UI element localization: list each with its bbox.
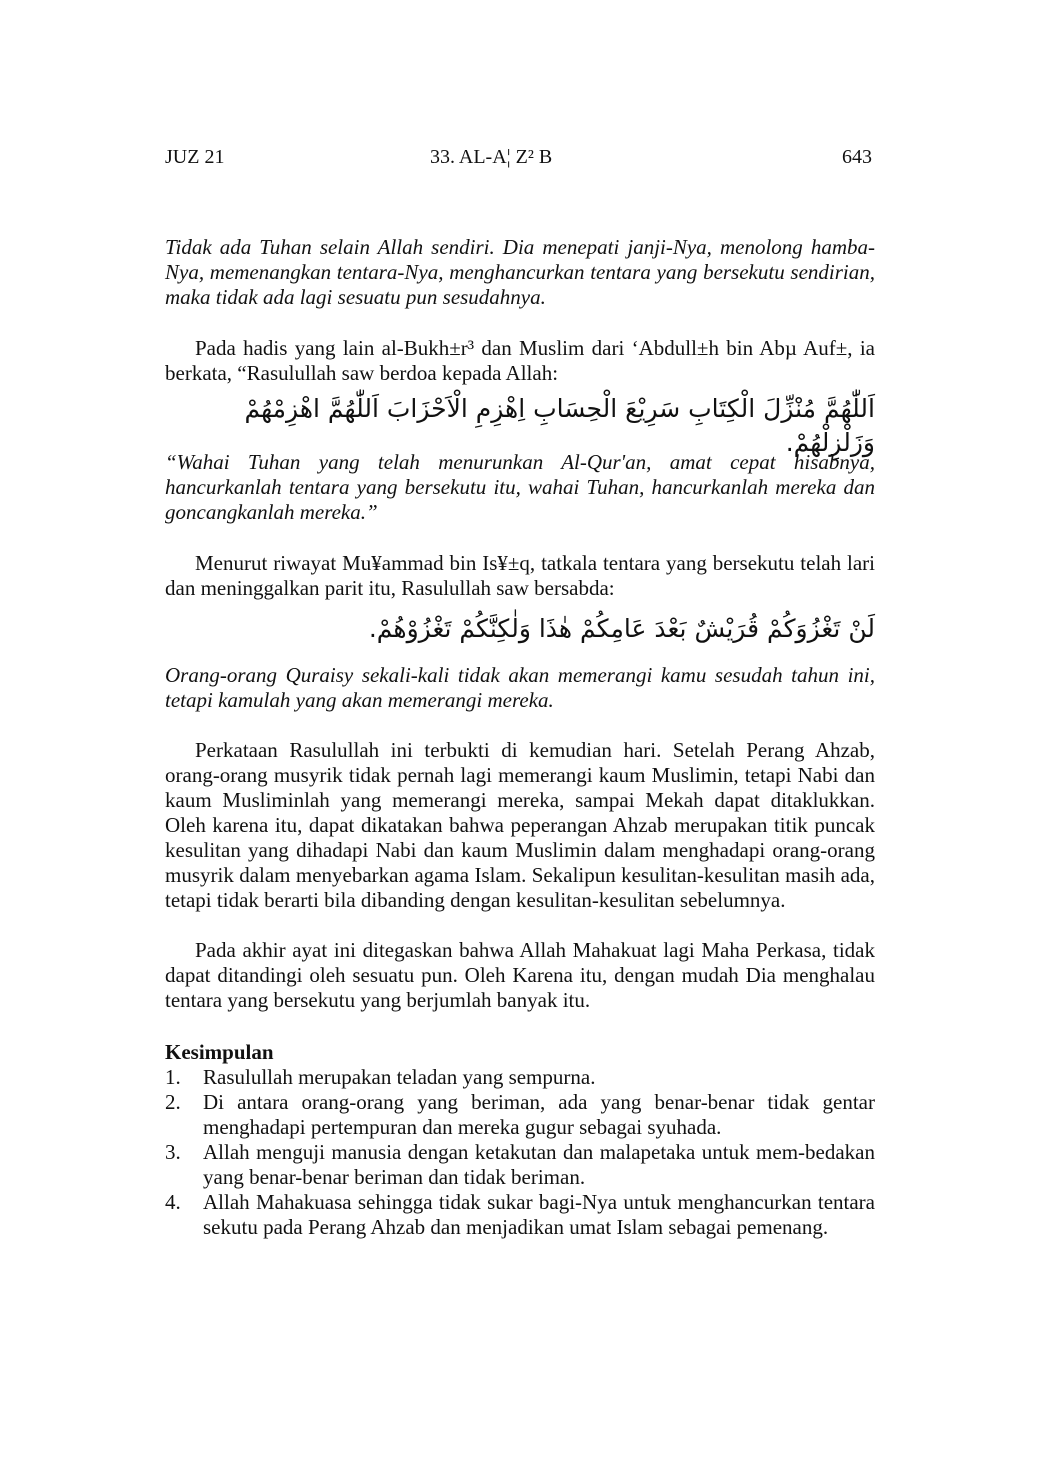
list-number: 1. (165, 1065, 181, 1089)
conclusion-section (165, 1040, 875, 1240)
translation-paragraph: Tidak ada Tuhan selain Allah sendiri. Dia menepati janji-Nya, menolong hamba-Nya, memenangkan tentara-Nya, menghancurkan tentara yang bersekutu sendirian, maka tidak ada lagi sesuatu pun sesudahnya. (165, 235, 875, 309)
running-header-juz: JUZ 21 (165, 146, 225, 168)
body-paragraph: Perkataan Rasulullah ini terbukti di kemudian hari. Setelah Perang Ahzab, orang-orang musyrik tidak pernah lagi memerangi kaum Muslimin, tetapi Nabi dan kaum Musliminlah yang memerangi mereka, sampai Mekah dapat ditaklukkan. Oleh karena itu, dapat dikatakan bahwa peperangan Ahzab merupakan titik puncak kesulitan yang dihadapi Nabi dan kaum Muslimin dalam menghadapi orang-orang musyrik dalam menyebarkan agama Islam. Sekalipun kesulitan-kesulitan masih ada, tetapi tidak berarti bila dibanding dengan kesulitan-kesulitan sebelumnya. (165, 738, 875, 912)
list-item (165, 1190, 875, 1240)
list-text: Rasulullah merupakan teladan yang sempurna. (203, 1065, 596, 1089)
conclusion-heading: Kesimpulan (165, 1040, 274, 1064)
list-item (165, 1090, 875, 1140)
body-paragraph: Menurut riwayat Mu¥ammad bin Is¥±q, tatkala tentara yang bersekutu telah lari dan meninggalkan parit itu, Rasulullah saw bersabda: (165, 551, 875, 600)
conclusion-list (165, 1065, 875, 1240)
arabic-text: اَللّٰهُمَّ مُنْزِّلَ الْكِتَابِ سَرِيْعَ الْحِسَابِ اِهْزِمِ الْاَحْزَابَ اَللّٰهُمَّ اهْزِمْهُمْ وَزَلْزِلْهُمْ. (244, 394, 875, 457)
body-paragraph: Pada akhir ayat ini ditegaskan bahwa Allah Mahakuat lagi Maha Perkasa, tidak dapat ditandingi oleh sesuatu pun. Oleh Karena itu, dengan mudah Dia menghalau tentara yang bersekutu yang berjumlah banyak itu. (165, 938, 875, 1012)
list-item (165, 1065, 875, 1090)
arabic-text: لَنْ تَغْزُوَكُمْ قُرَيْشٌ بَعْدَ عَامِكُمْ هٰذَا وَلٰكِنَّكُمْ تَغْزُوْهُمْ. (368, 614, 875, 643)
page-number: 643 (842, 146, 872, 168)
body-paragraph: Pada hadis yang lain al-Bukh±r³ dan Muslim dari ‘Abdull±h bin Abµ Auf±, ia berkata, “Rasulullah saw berdoa kepada Allah: (165, 336, 875, 385)
translation-paragraph: “Wahai Tuhan yang telah menurunkan Al-Qur'an, amat cepat hisabnya, hancurkanlah tentara yang bersekutu itu, wahai Tuhan, hancurkanlah mereka dan goncangkanlah mereka.” (165, 450, 875, 524)
list-text: Di antara orang-orang yang beriman, ada yang benar-benar tidak gentar menghadapi pertempuran dan mereka gugur sebagai syuhada. (203, 1090, 875, 1139)
list-item (165, 1140, 875, 1190)
list-text: Allah Mahakuasa sehingga tidak sukar bagi-Nya untuk menghancurkan tentara sekutu pada Perang Ahzab dan menjadikan umat Islam sebagai pemenang. (203, 1190, 875, 1239)
list-text: Allah menguji manusia dengan ketakutan dan malapetaka untuk mem-bedakan yang benar-benar beriman dan tidak beriman. (203, 1140, 875, 1189)
list-number: 4. (165, 1190, 181, 1214)
list-number: 2. (165, 1090, 181, 1114)
running-header-surah: 33. AL-A¦ Z² B (430, 146, 553, 168)
translation-paragraph: Orang-orang Quraisy sekali-kali tidak akan memerangi kamu sesudah tahun ini, tetapi kamulah yang akan memerangi mereka. (165, 663, 875, 712)
list-number: 3. (165, 1140, 181, 1164)
